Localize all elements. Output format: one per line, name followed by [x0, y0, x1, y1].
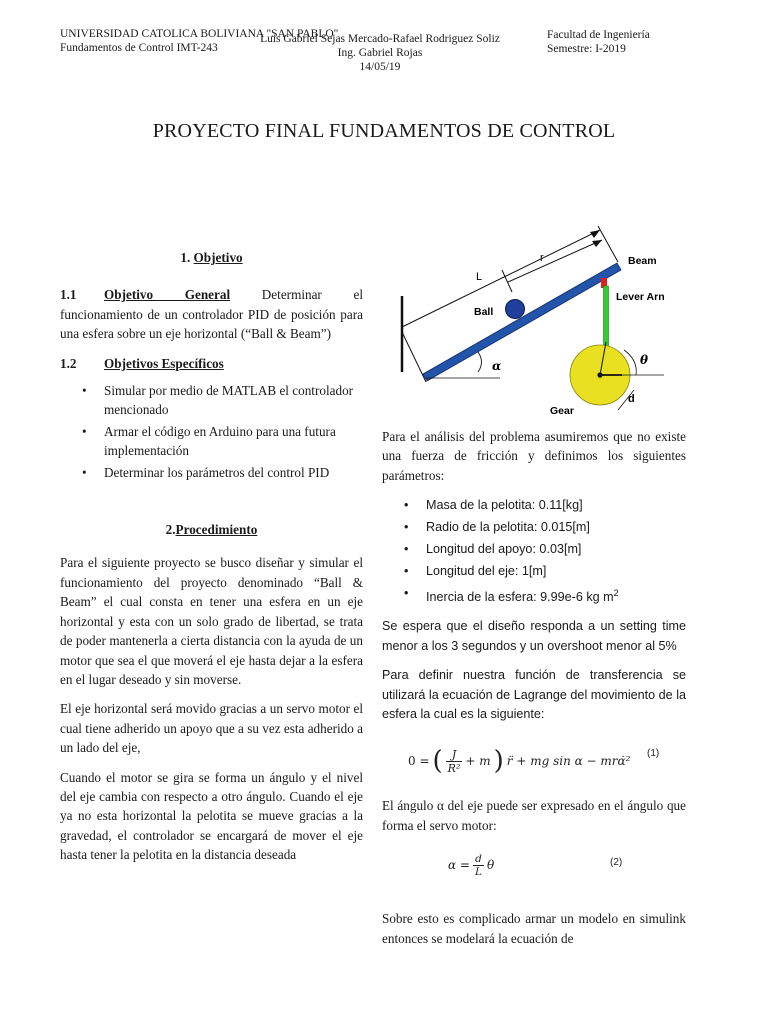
equation-1-body [408, 748, 630, 775]
section-2-number: 2. [165, 522, 176, 538]
authors: Luis Gabriel Sejas Mercado-Rafael Rodriguez Soliz [260, 33, 500, 45]
specific-objectives-number: 1.2 [60, 355, 77, 371]
general-objective-number: 1.1 [60, 287, 77, 303]
equation-2-body [448, 853, 494, 878]
section-2-title: Procedimiento [175, 522, 258, 538]
label-r: r [540, 252, 544, 264]
analysis-intro: Para el análisis del problema asumiremos que no existe una fuerza de fricción y definimos los siguientes parámetros: [382, 429, 686, 483]
specific-objectives-title: Objetivos Específicos [104, 355, 224, 371]
header-center [240, 32, 520, 74]
general-objective [60, 285, 363, 343]
list-item [426, 583, 686, 607]
label-d: d [628, 393, 635, 405]
design-spec: Se espera que el diseño responda a un setting time menor a los 3 segundos y un overshoot menor al 5% [382, 619, 686, 653]
date: 14/05/19 [359, 61, 401, 73]
inertia-exponent: 2 [613, 588, 619, 599]
label-theta: θ [640, 353, 649, 367]
list-item: • Longitud del apoyo: 0.03[m] [426, 539, 686, 559]
eq2-denominator: L [474, 866, 482, 879]
lagrange-intro: Para definir nuestra función de transferencia se utilizará la ecuación de Lagrange del movimiento de la esfera la cual es la siguiente: [382, 668, 686, 722]
right-column [382, 427, 686, 958]
alpha-arc [478, 352, 482, 372]
specific-objectives-list [60, 381, 363, 482]
eq1-numerator: J [451, 748, 457, 762]
label-lever-arm: Lever Arn [616, 291, 665, 303]
header-right [547, 28, 650, 56]
eq1-lhs: 0 = [408, 754, 430, 769]
eq2-fraction [473, 853, 484, 878]
eq1-close-paren: ) [493, 746, 504, 777]
section-1-title: Objetivo [193, 250, 243, 265]
general-objective-text: Determinar el funcionamiento de un controlador PID de posición para una esfera sobre un eje horizontal (“Ball & Beam”) [60, 287, 363, 342]
list-item: • Radio de la pelotita: 0.015[m] [426, 517, 686, 537]
procedure-paragraph-2: El eje horizontal será movido gracias a un servo motor el cual tiene adherido un apoyo que a su vez esta adherido a un lado del eje, [60, 701, 363, 756]
course-name: Fundamentos de Control IMT-243 [60, 42, 218, 54]
eq2-theta: θ [486, 858, 495, 873]
ball [506, 300, 525, 319]
specific-objectives-heading [60, 354, 363, 373]
equation-1 [382, 734, 686, 786]
list-item: • Simular por medio de MATLAB el controlador mencionado [104, 381, 363, 420]
section-1-heading [60, 248, 363, 267]
eq2-numerator: d [475, 853, 482, 866]
section-2-heading [60, 520, 363, 539]
eq1-rest: r̈ + mg sin α − mrα̇² [506, 754, 631, 769]
list-item: • Longitud del eje: 1[m] [426, 561, 686, 581]
general-objective-title: Objetivo General [104, 287, 231, 303]
instructor: Ing. Gabriel Rojas [337, 47, 423, 59]
list-item: • Determinar los parámetros del control PID [104, 463, 363, 482]
procedure-paragraph-1: Para el siguiente proyecto se busco diseñar y simular el funcionamiento del proyecto denominado “Ball & Beam” el cual consta en tener una esfera en un eje horizontal y esta con un solo grado de libertad, se trata de poder mantenerla a cierta distancia con la ayuda de un motor que sea el que moverá el eje hasta dejar a la esfera en el lugar deseado y sin moverse. [60, 555, 363, 687]
dimension-line-r [508, 240, 602, 282]
closing-text: Sobre esto es complicado armar un modelo en simulink entonces se modelará la ecuación de [382, 911, 686, 946]
inertia-text: Inercia de la esfera: 9.99e-6 kg m [426, 590, 614, 605]
label-beam: Beam [628, 255, 657, 267]
faculty: Facultad de Ingeniería [547, 29, 650, 41]
page-title: PROYECTO FINAL FUNDAMENTOS DE CONTROL [152, 120, 616, 142]
parameters-list [382, 495, 686, 607]
university-name: UNIVERSIDAD CATOLICA BOLIVIANA "SAN PABLO" [60, 28, 339, 40]
arrow-head [590, 230, 600, 238]
eq1-fraction [446, 748, 463, 775]
label-gear: Gear [550, 405, 574, 417]
semester: Semestre: I-2019 [547, 43, 626, 55]
beam-pivot-link [402, 332, 426, 382]
equation-2 [382, 847, 686, 897]
angle-text: El ángulo α del eje puede ser expresado en el ángulo que forma el servo motor: [382, 798, 686, 833]
eq2-lhs: α = [448, 858, 470, 873]
dimension-line-L [402, 230, 600, 327]
dimension-tick [598, 226, 618, 262]
procedure-paragraph-3: Cuando el motor se gira se forma un ángulo y el nivel del eje cambia con respecto a otro ángulo. Cuando el eje ya no esta horizontal la pelotita se mueve gracias a la gravedad, el controlador se encargará de mover el eje hasta tener la pelotita en la distancia deseada [60, 769, 363, 863]
eq1-mass-term: + m [465, 754, 491, 769]
label-L: L [476, 271, 483, 283]
eq1-number: (1) [647, 748, 660, 760]
eq1-open-paren: ( [432, 746, 443, 777]
label-alpha: α [492, 359, 502, 373]
eq1-denominator: R² [447, 762, 461, 776]
eq2-number: (2) [610, 857, 623, 869]
section-1-number: 1. [180, 250, 191, 265]
left-column [60, 248, 363, 875]
list-item: • Armar el código en Arduino para una futura implementación [104, 422, 363, 461]
label-ball: Ball [474, 306, 494, 318]
list-item: • Masa de la pelotita: 0.11[kg] [426, 495, 686, 515]
ball-beam-diagram [390, 222, 690, 420]
